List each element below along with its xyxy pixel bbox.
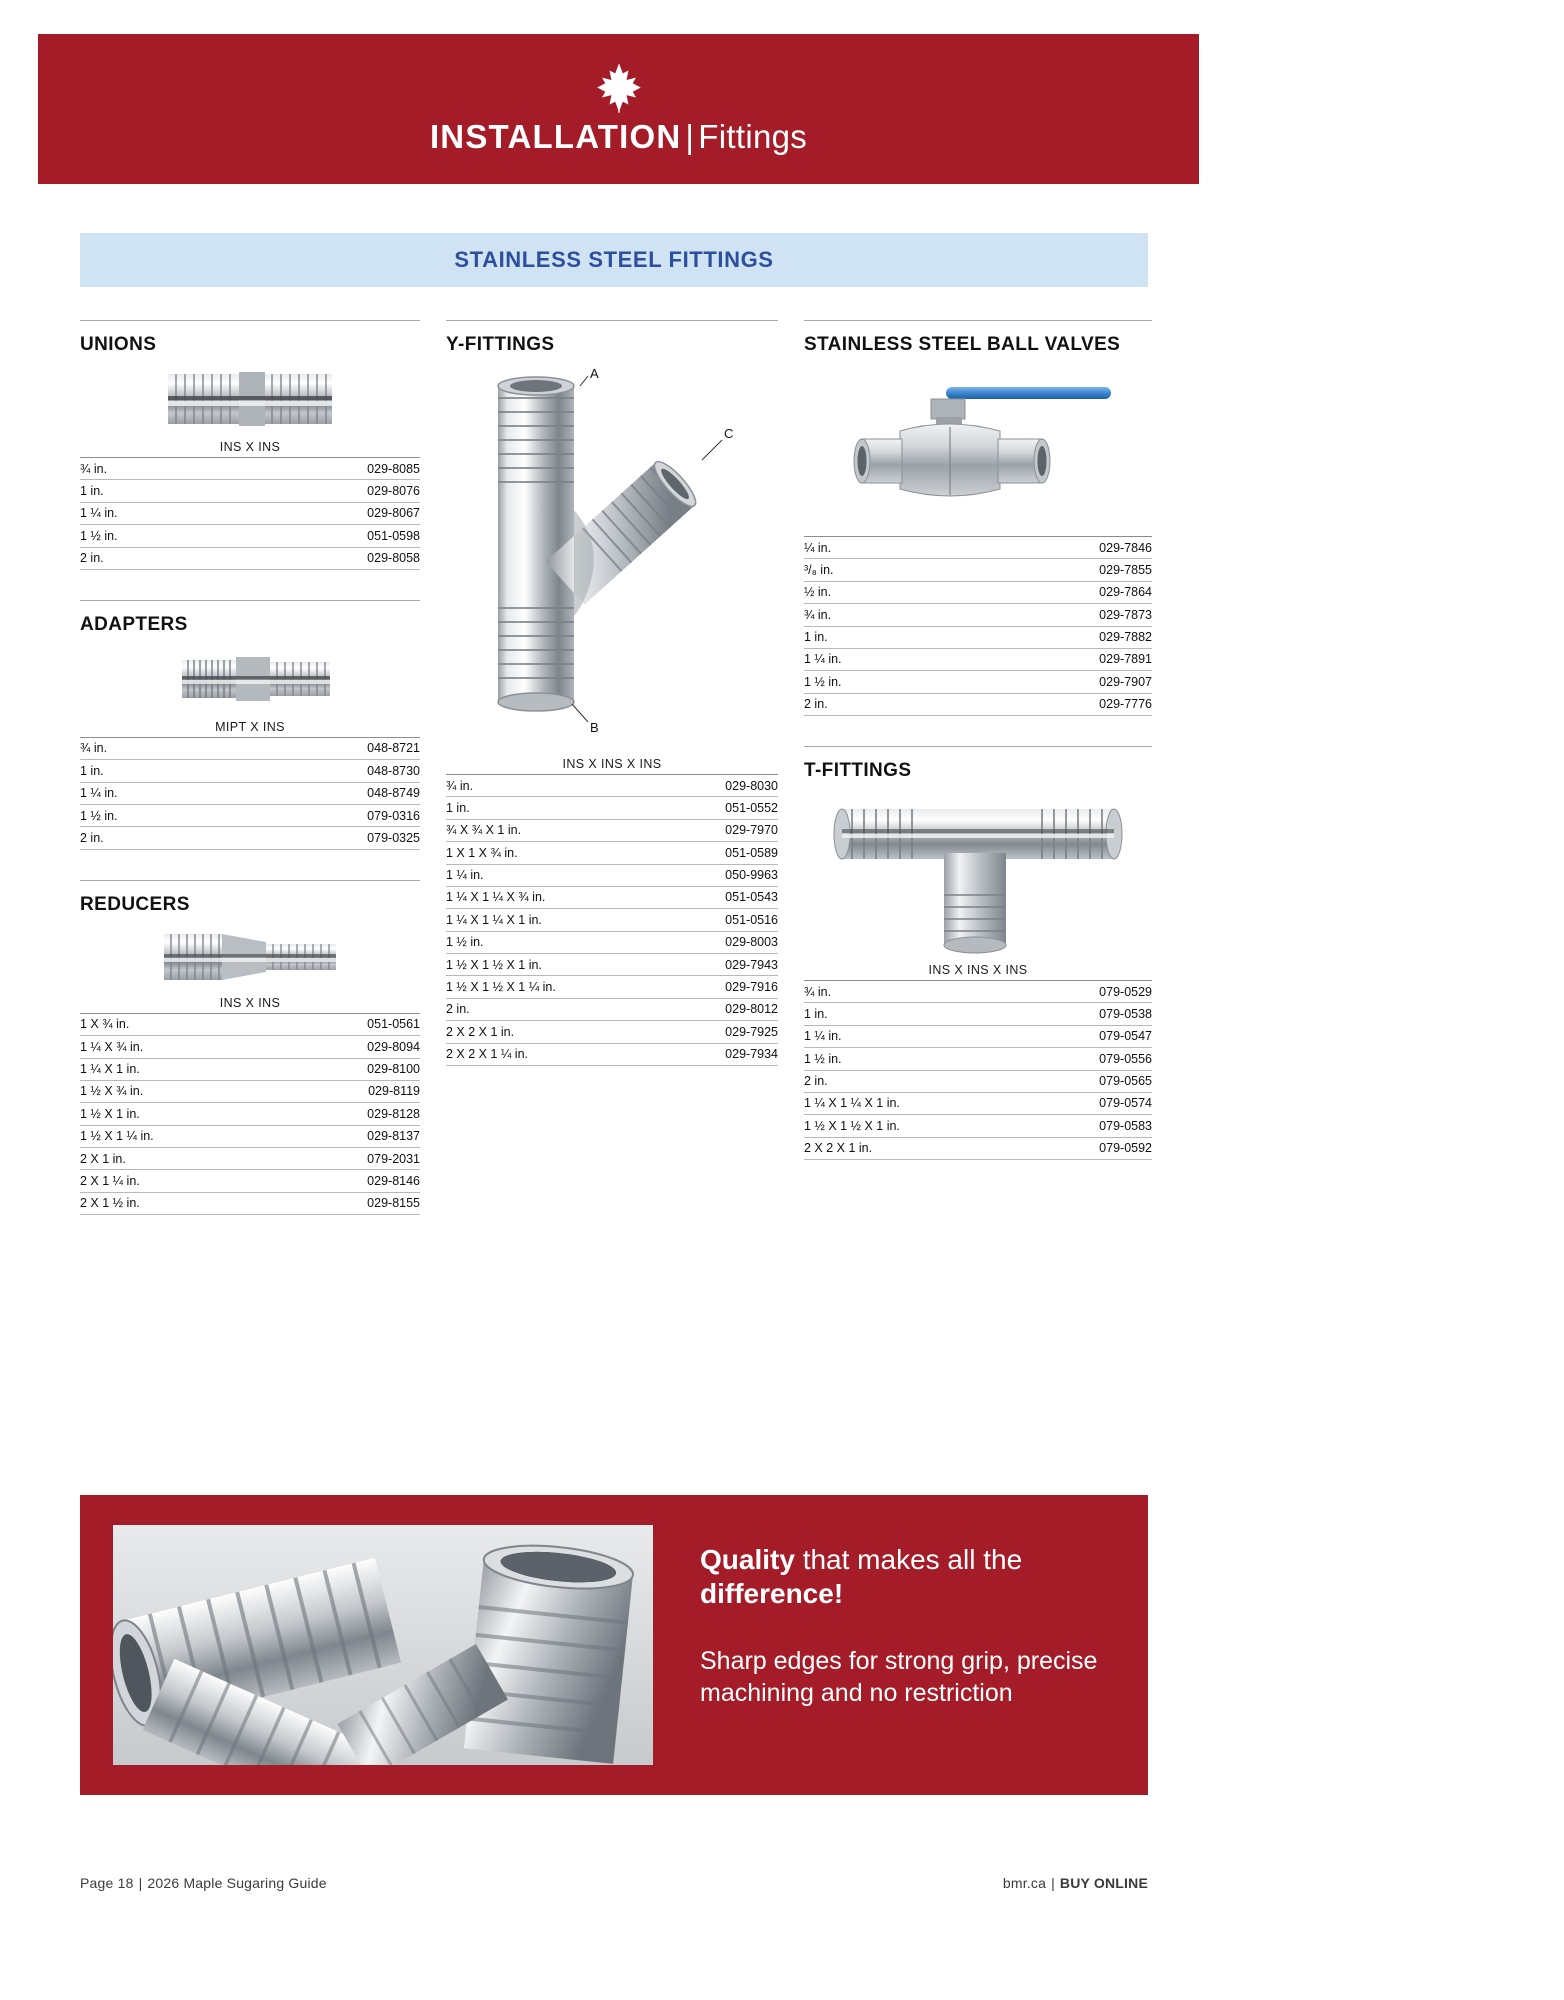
row-product-code: 029-7855 (1099, 562, 1152, 577)
adapter-fitting-image (80, 640, 420, 718)
row-product-code: 079-0529 (1099, 984, 1152, 999)
t-fitting-image (804, 786, 1152, 961)
block-ball-valves (804, 320, 1152, 716)
ball-valve-image (804, 360, 1152, 530)
row-product-code: 029-7846 (1099, 540, 1152, 555)
row-size: 1 X ¾ in. (80, 1017, 130, 1032)
footer-separator: | (138, 1875, 143, 1891)
row-size: ¾ in. (446, 778, 474, 793)
row-size: 2 X 2 X 1 ¼ in. (446, 1047, 528, 1061)
quality-headline-bold2: difference! (700, 1578, 844, 1610)
table-row (80, 1036, 420, 1058)
row-size: 2 in. (804, 697, 828, 712)
page-footer (80, 1875, 1148, 1891)
row-product-code: 051-0516 (725, 912, 778, 927)
row-product-code: 079-0565 (1099, 1074, 1152, 1088)
table-row (446, 864, 778, 886)
table-row (80, 827, 420, 849)
table-row (80, 1103, 420, 1125)
row-size: 1 in. (80, 763, 104, 778)
row-product-code: 029-8076 (367, 483, 420, 498)
section-banner-label: STAINLESS STEEL FITTINGS (454, 247, 774, 272)
row-product-code: 029-7776 (1099, 697, 1152, 712)
table-row (804, 1048, 1152, 1070)
row-size: ¾ in. (80, 461, 108, 476)
row-product-code: 051-0543 (725, 890, 778, 905)
divider (804, 746, 1152, 747)
row-size: 1 ½ X 1 ½ X 1 ¼ in. (446, 979, 556, 994)
row-product-code: 029-7916 (725, 979, 778, 994)
table-row (804, 1137, 1152, 1159)
table-row (804, 648, 1152, 670)
table-row (804, 559, 1152, 581)
footer-right (1003, 1875, 1148, 1891)
row-product-code: 029-7925 (725, 1024, 778, 1039)
row-size: 1 ¼ in. (446, 868, 484, 882)
row-size: ¼ in. (804, 540, 832, 555)
row-size: 1 ¼ X 1 ¼ X 1 in. (804, 1096, 900, 1111)
row-product-code: 048-8749 (367, 786, 420, 801)
row-size: 1 ½ X 1 ½ X 1 in. (446, 957, 542, 972)
table-row (80, 1013, 420, 1035)
table-row (80, 1058, 420, 1080)
table-row (804, 1070, 1152, 1092)
row-size: 2 X 2 X 1 in. (446, 1024, 515, 1039)
row-product-code: 048-8730 (367, 763, 420, 778)
page-title-sub: Fittings (698, 118, 808, 155)
row-product-code: 051-0598 (367, 528, 420, 543)
table-row (804, 581, 1152, 603)
row-product-code: 050-9963 (725, 868, 778, 882)
row-size: 1 ½ in. (804, 1051, 842, 1066)
table-row (80, 737, 420, 759)
table-row (446, 909, 778, 931)
y-fitting-image (446, 360, 778, 755)
table-row (80, 1192, 420, 1214)
maple-leaf-icon (593, 62, 645, 114)
row-product-code: 079-0538 (1099, 1006, 1152, 1021)
table-row (446, 819, 778, 841)
quality-promo-banner (80, 1495, 1148, 1795)
row-size: 1 in. (80, 483, 104, 498)
row-product-code: 051-0561 (367, 1017, 420, 1032)
row-product-code: 029-8094 (367, 1039, 420, 1054)
row-product-code: 079-0583 (1099, 1118, 1152, 1133)
figure-caption-unions: INS X INS (219, 440, 281, 454)
row-size: 1 ¼ X 1 ¼ X ¾ in. (446, 890, 546, 905)
quality-headline (700, 1543, 1120, 1611)
row-product-code: 029-8137 (367, 1129, 420, 1144)
figure-caption-y-fittings: INS X INS X INS (562, 757, 662, 771)
row-size: 2 X 2 X 1 in. (804, 1141, 873, 1156)
table-row (804, 1115, 1152, 1137)
row-size: 1 ½ X 1 ¼ in. (80, 1129, 154, 1144)
table-row (804, 693, 1152, 715)
block-reducers (80, 880, 420, 1215)
row-size: 1 ½ in. (446, 935, 484, 950)
divider (446, 320, 778, 321)
row-product-code: 029-8058 (367, 551, 420, 565)
row-product-code: 048-8721 (367, 741, 420, 756)
table-row (80, 547, 420, 569)
stainless-fittings-photo (113, 1525, 653, 1765)
divider (80, 600, 420, 601)
table-row (804, 626, 1152, 648)
table-row (80, 458, 420, 480)
table-row (804, 981, 1152, 1003)
row-product-code: 079-0325 (367, 830, 420, 845)
block-title-reducers: REDUCERS (80, 893, 190, 915)
row-product-code: 029-7864 (1099, 585, 1152, 600)
row-size: ¾ X ¾ X 1 in. (446, 823, 522, 838)
table-row (804, 671, 1152, 693)
table-row (80, 502, 420, 524)
column-left (80, 320, 436, 1215)
table-row (80, 1080, 420, 1102)
row-size: 1 ¼ X 1 in. (80, 1062, 140, 1076)
table-row (80, 525, 420, 547)
section-banner (80, 233, 1148, 287)
table-row (80, 1125, 420, 1147)
svg-text:A: A (590, 366, 599, 381)
row-product-code: 029-7943 (725, 957, 778, 972)
row-size: 1 ½ in. (80, 528, 118, 543)
row-size: 1 ¼ in. (804, 652, 842, 667)
row-size: 1 in. (804, 630, 828, 644)
block-t-fittings (804, 746, 1152, 1160)
row-product-code: 029-8146 (367, 1173, 420, 1188)
table-row (80, 1170, 420, 1192)
row-size: 2 in. (804, 1074, 828, 1088)
table-y-fittings-body (446, 775, 778, 1066)
table-row (80, 805, 420, 827)
row-product-code: 029-8003 (725, 935, 778, 950)
row-product-code: 079-0547 (1099, 1029, 1152, 1044)
row-size: 2 X 1 ¼ in. (80, 1173, 140, 1188)
quality-text-block (700, 1543, 1120, 1709)
table-reducers (80, 1013, 420, 1215)
table-t-fittings-body (804, 981, 1152, 1160)
block-title-y-fittings: Y-FITTINGS (446, 334, 555, 355)
table-ball-valves-body (804, 537, 1152, 716)
footer-separator-2: | (1051, 1875, 1055, 1891)
table-adapters (80, 737, 420, 850)
figure-caption-reducers: INS X INS (219, 995, 281, 1010)
table-row (446, 954, 778, 976)
table-row (804, 1092, 1152, 1114)
block-title-t-fittings: T-FITTINGS (804, 760, 912, 781)
row-size: 2 X 1 ½ in. (80, 1196, 140, 1211)
quality-headline-rest: that makes all the (794, 1544, 1023, 1575)
footer-guide-label: 2026 Maple Sugaring Guide (147, 1875, 327, 1891)
table-row (804, 537, 1152, 559)
table-row (80, 760, 420, 782)
row-product-code: 079-0592 (1099, 1141, 1152, 1156)
row-size: 1 ½ in. (80, 808, 118, 823)
block-y-fittings (446, 320, 778, 1066)
row-product-code: 029-7907 (1099, 674, 1152, 689)
row-size: 1 ½ in. (804, 674, 842, 689)
table-row (80, 1148, 420, 1170)
row-size: 1 ¼ in. (80, 506, 118, 521)
table-row (446, 998, 778, 1020)
row-product-code: 051-0589 (725, 845, 778, 860)
row-product-code: 029-8119 (368, 1084, 420, 1099)
divider (80, 880, 420, 881)
row-size: 1 ½ X 1 in. (80, 1106, 140, 1121)
svg-text:B: B (590, 720, 599, 735)
row-size: 1 X 1 X ¾ in. (446, 845, 518, 860)
page-title (430, 118, 807, 156)
row-size: 1 ½ X ¾ in. (80, 1084, 144, 1099)
row-size: 1 ½ X 1 ½ X 1 in. (804, 1118, 900, 1133)
row-product-code: 029-7970 (725, 823, 778, 838)
table-unions-body (80, 458, 420, 570)
row-size: 2 in. (80, 830, 104, 845)
page-title-main: INSTALLATION (429, 118, 682, 155)
row-size: 1 ¼ X 1 ¼ X 1 in. (446, 912, 542, 927)
page-header-band (38, 34, 1199, 184)
row-size: ¾ in. (804, 607, 832, 622)
quality-body-text: Sharp edges for strong grip, precise machining and no restriction (700, 1647, 1098, 1708)
footer-page-label: Page 18 (80, 1875, 134, 1891)
table-y-fittings (446, 774, 778, 1066)
row-product-code: 029-7934 (725, 1047, 778, 1061)
row-size: ¾ in. (804, 984, 832, 999)
reducer-fitting-image (80, 920, 420, 994)
table-adapters-body (80, 737, 420, 849)
row-product-code: 079-0316 (367, 808, 420, 823)
figure-caption-adapters: MIPT X INS (215, 719, 285, 734)
table-t-fittings (804, 980, 1152, 1160)
row-product-code: 029-8100 (367, 1062, 420, 1076)
divider (80, 320, 420, 321)
content-columns (80, 320, 1152, 1215)
block-unions (80, 320, 420, 570)
row-size: ½ in. (804, 585, 832, 600)
table-row (446, 842, 778, 864)
table-reducers-body (80, 1013, 420, 1214)
column-middle (436, 320, 794, 1215)
table-row (804, 604, 1152, 626)
table-row (804, 1003, 1152, 1025)
row-size: 2 in. (80, 551, 104, 565)
quality-headline-bold: Quality (700, 1544, 795, 1575)
table-row (80, 480, 420, 502)
row-product-code: 029-8085 (367, 461, 420, 476)
union-fitting-image (80, 360, 420, 438)
row-size: 2 X 1 in. (80, 1151, 126, 1166)
row-product-code: 029-7873 (1099, 607, 1152, 622)
table-row (446, 1021, 778, 1043)
block-title-adapters: ADAPTERS (80, 613, 188, 635)
block-title-ball-valves: STAINLESS STEEL BALL VALVES (804, 334, 1121, 355)
figure-caption-t-fittings: INS X INS X INS (928, 963, 1028, 977)
table-row (446, 797, 778, 819)
row-size: 2 in. (446, 1002, 470, 1017)
row-product-code: 051-0552 (725, 800, 778, 815)
block-title-unions: UNIONS (80, 334, 157, 355)
buy-online-link[interactable]: BUY ONLINE (1059, 1875, 1148, 1891)
svg-text:C: C (724, 426, 734, 441)
table-row (446, 1043, 778, 1065)
table-row (446, 775, 778, 797)
row-product-code: 079-0574 (1099, 1096, 1152, 1111)
table-row (446, 976, 778, 998)
row-size: ¾ in. (80, 741, 108, 756)
column-right (794, 320, 1152, 1215)
row-size: ³/₈ in. (804, 562, 834, 577)
row-product-code: 029-8012 (725, 1002, 778, 1017)
row-size: 1 ¼ in. (80, 786, 118, 801)
row-size: 1 in. (804, 1006, 828, 1021)
row-size: 1 ¼ X ¾ in. (80, 1039, 144, 1054)
table-ball-valves (804, 536, 1152, 716)
row-product-code: 029-8155 (367, 1196, 420, 1211)
row-size: 1 ¼ in. (804, 1029, 842, 1044)
table-row (446, 886, 778, 908)
table-row (804, 1025, 1152, 1047)
footer-left (80, 1875, 327, 1891)
table-row (446, 931, 778, 953)
row-product-code: 029-8128 (367, 1106, 420, 1121)
table-row (80, 782, 420, 804)
row-product-code: 029-7882 (1099, 630, 1152, 644)
page-title-separator: | (685, 118, 695, 155)
footer-site-link[interactable]: bmr.ca (1002, 1875, 1047, 1891)
row-product-code: 029-7891 (1099, 652, 1152, 667)
row-product-code: 029-8030 (725, 778, 778, 793)
row-product-code: 079-0556 (1099, 1051, 1152, 1066)
row-product-code: 029-8067 (367, 506, 420, 521)
row-size: 1 in. (446, 800, 470, 815)
table-unions (80, 457, 420, 570)
block-adapters (80, 600, 420, 850)
divider (804, 320, 1152, 321)
row-product-code: 079-2031 (367, 1151, 420, 1166)
